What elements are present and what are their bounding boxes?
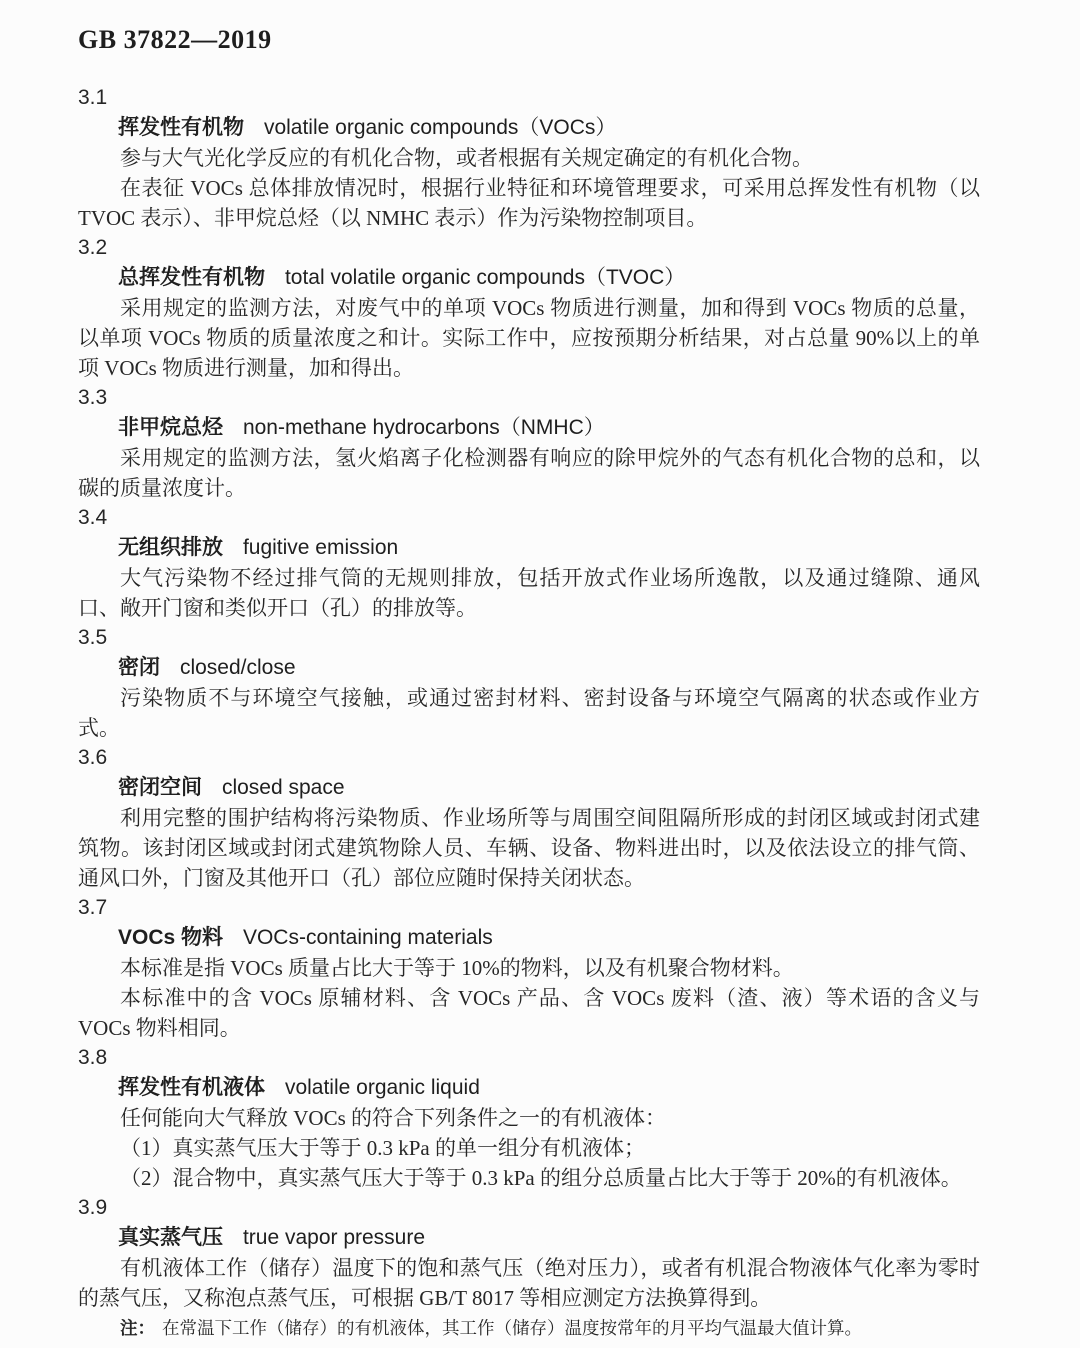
section-paragraphs <box>78 1253 980 1343</box>
term-chinese: 挥发性有机液体 <box>118 1076 265 1099</box>
paragraph: （1）真实蒸气压大于等于 0.3 kPa 的单一组分有机液体； <box>120 1136 645 1160</box>
section-paragraphs <box>78 683 980 743</box>
section-paragraphs <box>78 1103 980 1193</box>
terminology-section <box>78 893 980 1043</box>
section-number: 3.2 <box>78 236 108 259</box>
paragraph: （2）混合物中，真实蒸气压大于等于 0.3 kPa 的组分总质量占比大于等于 20%的有机液体。 <box>120 1166 962 1190</box>
term-chinese: 总挥发性有机物 <box>118 266 265 289</box>
section-paragraphs <box>78 293 980 383</box>
section-number: 3.8 <box>78 1046 108 1069</box>
term-heading <box>78 533 980 563</box>
paragraph: 参与大气光化学反应的有机化合物，或者根据有关规定确定的有机化合物。 <box>120 146 813 170</box>
terminology-section <box>78 383 980 503</box>
paragraph: 在表征 VOCs 总体排放情况时，根据行业特征和环境管理要求，可采用总挥发性有机物（以 TVOC 表示）、非甲烷总烃（以 NMHC 表示）作为污染物控制项目。 <box>78 176 980 230</box>
section-paragraphs <box>78 803 980 893</box>
section-paragraphs <box>78 443 980 503</box>
paragraph: 大气污染物不经过排气筒的无规则排放，包括开放式作业场所逸散，以及通过缝隙、通风口、敞开门窗和类似开口（孔）的排放等。 <box>78 566 980 620</box>
term-english: total volatile organic compounds（TVOC） <box>284 266 686 289</box>
term-english: volatile organic compounds（VOCs） <box>263 116 617 139</box>
term-chinese: 真实蒸气压 <box>118 1226 223 1249</box>
paragraph: 污染物质不与环境空气接触，或通过密封材料、密封设备与环境空气隔离的状态或作业方式。 <box>78 686 980 740</box>
note-label: 注： <box>120 1318 155 1338</box>
term-chinese: 密闭空间 <box>118 776 202 799</box>
term-chinese: 非甲烷总烃 <box>118 416 223 439</box>
standard-number-header: GB 37822—2019 <box>78 25 272 54</box>
terminology-section <box>78 1043 980 1193</box>
section-number: 3.3 <box>78 386 108 409</box>
term-chinese: 无组织排放 <box>118 536 223 559</box>
term-english: true vapor pressure <box>242 1226 426 1249</box>
term-english: non-methane hydrocarbons（NMHC） <box>242 416 605 439</box>
paragraph: 采用规定的监测方法，对废气中的单项 VOCs 物质进行测量，加和得到 VOCs 物质的总量，以单项 VOCs 物质的质量浓度之和计。实际工作中，应按预期分析结果，对占总量 90%以上的单项 VOCs 物质进行测量，加和得出。 <box>78 296 981 380</box>
paragraph: 任何能向大气释放 VOCs 的符合下列条件之一的有机液体： <box>120 1106 667 1130</box>
note-paragraph: 注： 在常温下工作（储存）的有机液体，其工作（储存）温度按常年的月平均气温最大值计算。 <box>120 1318 862 1338</box>
term-english: volatile organic liquid <box>284 1076 480 1099</box>
term-english: VOCs-containing materials <box>242 926 493 949</box>
term-heading <box>78 923 980 953</box>
section-number: 3.4 <box>78 506 108 529</box>
section-number: 3.7 <box>78 896 108 919</box>
section-paragraphs <box>78 953 980 1043</box>
term-heading <box>78 653 980 683</box>
term-chinese: VOCs 物料 <box>118 926 224 949</box>
term-heading <box>78 1223 980 1253</box>
terminology-section <box>78 503 980 623</box>
terminology-section <box>78 623 980 743</box>
section-paragraphs <box>78 563 980 623</box>
term-english: fugitive emission <box>242 536 399 559</box>
terminology-section <box>78 1193 980 1343</box>
section-number: 3.6 <box>78 746 108 769</box>
term-heading <box>78 413 980 443</box>
section-number: 3.5 <box>78 626 108 649</box>
section-number: 3.1 <box>78 86 108 109</box>
paragraph: 采用规定的监测方法，氢火焰离子化检测器有响应的除甲烷外的气态有机化合物的总和，以碳的质量浓度计。 <box>78 446 980 500</box>
section-number: 3.9 <box>78 1196 108 1219</box>
term-heading <box>78 773 980 803</box>
terminology-section <box>78 83 980 233</box>
sections-container <box>78 83 980 1343</box>
terminology-section <box>78 233 980 383</box>
paragraph: 本标准是指 VOCs 质量占比大于等于 10%的物料，以及有机聚合物材料。 <box>120 956 794 980</box>
term-heading <box>78 263 980 293</box>
paragraph: 本标准中的含 VOCs 原辅材料、含 VOCs 产品、含 VOCs 废料（渣、液）等术语的含义与 VOCs 物料相同。 <box>78 986 980 1040</box>
term-english: closed space <box>221 776 345 799</box>
term-chinese: 挥发性有机物 <box>118 116 244 139</box>
term-heading <box>78 113 980 143</box>
term-heading <box>78 1073 980 1103</box>
terminology-section <box>78 743 980 893</box>
term-chinese: 密闭 <box>118 656 160 679</box>
term-english: closed/close <box>179 656 296 679</box>
section-paragraphs <box>78 143 980 233</box>
paragraph: 利用完整的围护结构将污染物质、作业场所等与周围空间阻隔所形成的封闭区域或封闭式建筑物。该封闭区域或封闭式建筑物除人员、车辆、设备、物料进出时，以及依法设立的排气筒、通风口外，门窗及其他开口（孔）部位应随时保持关闭状态。 <box>78 806 980 890</box>
paragraph: 有机液体工作（储存）温度下的饱和蒸气压（绝对压力），或者有机混合物液体气化率为零时的蒸气压，又称泡点蒸气压，可根据 GB/T 8017 等相应测定方法换算得到。 <box>78 1256 980 1310</box>
